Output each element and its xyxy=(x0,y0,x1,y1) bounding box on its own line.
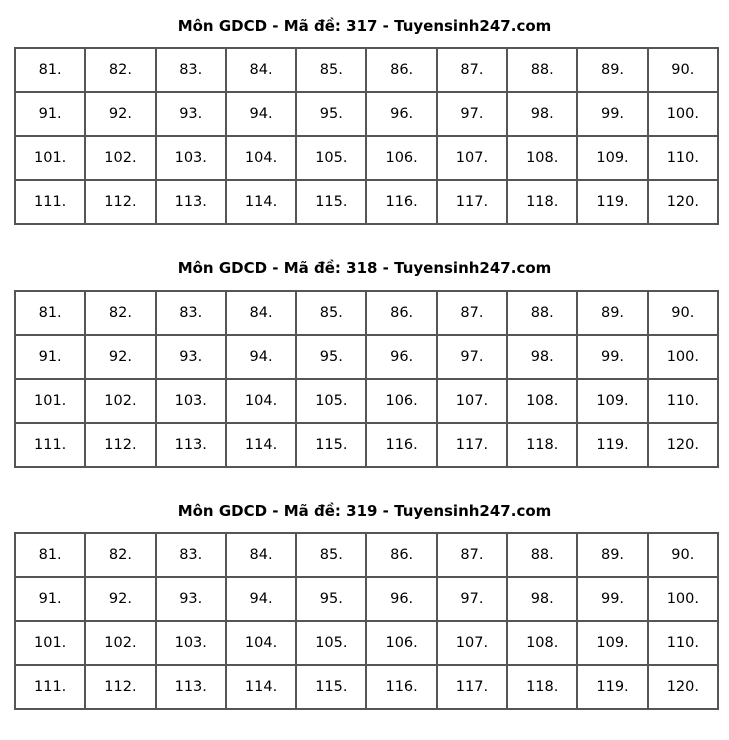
answer-cell: 88. xyxy=(507,291,577,335)
answer-cell: 103. xyxy=(156,379,226,423)
answer-cell: 90. xyxy=(648,291,718,335)
answer-cell: 93. xyxy=(156,92,226,136)
answer-cell: 87. xyxy=(437,291,507,335)
answer-cell: 101. xyxy=(15,136,85,180)
answer-cell: 94. xyxy=(226,577,296,621)
answer-cell: 110. xyxy=(648,379,718,423)
answer-cell: 97. xyxy=(437,92,507,136)
answer-cell: 115. xyxy=(296,180,366,224)
answer-cell: 101. xyxy=(15,379,85,423)
answer-cell: 109. xyxy=(577,621,647,665)
table-row xyxy=(15,291,718,335)
answer-cell: 95. xyxy=(296,577,366,621)
answer-cell: 94. xyxy=(226,92,296,136)
answer-cell: 112. xyxy=(85,180,155,224)
answer-cell: 96. xyxy=(366,92,436,136)
answer-cell: 119. xyxy=(577,423,647,467)
answer-table-318 xyxy=(14,290,719,468)
answer-cell: 86. xyxy=(366,291,436,335)
answer-cell: 95. xyxy=(296,92,366,136)
answer-cell: 89. xyxy=(577,533,647,577)
answer-cell: 102. xyxy=(85,621,155,665)
answer-cell: 83. xyxy=(156,291,226,335)
table-row xyxy=(15,577,718,621)
answer-cell: 87. xyxy=(437,48,507,92)
table-row xyxy=(15,180,718,224)
answer-cell: 86. xyxy=(366,48,436,92)
table-row xyxy=(15,533,718,577)
answer-cell: 81. xyxy=(15,48,85,92)
table-row xyxy=(15,665,718,709)
answer-cell: 92. xyxy=(85,335,155,379)
answer-cell: 98. xyxy=(507,92,577,136)
answer-cell: 107. xyxy=(437,621,507,665)
answer-cell: 92. xyxy=(85,577,155,621)
answer-cell: 89. xyxy=(577,291,647,335)
answer-cell: 103. xyxy=(156,136,226,180)
answer-cell: 105. xyxy=(296,136,366,180)
answer-cell: 91. xyxy=(15,335,85,379)
answer-cell: 99. xyxy=(577,577,647,621)
answer-cell: 114. xyxy=(226,665,296,709)
answer-cell: 91. xyxy=(15,92,85,136)
answer-cell: 114. xyxy=(226,423,296,467)
answer-cell: 89. xyxy=(577,48,647,92)
answer-cell: 120. xyxy=(648,423,718,467)
answer-cell: 120. xyxy=(648,665,718,709)
answer-cell: 90. xyxy=(648,48,718,92)
answer-table-317 xyxy=(14,47,719,225)
section-title-318: Môn GDCD - Mã đề: 318 - Tuyensinh247.com xyxy=(177,259,552,277)
answer-cell: 117. xyxy=(437,665,507,709)
answer-cell: 96. xyxy=(366,577,436,621)
answer-cell: 119. xyxy=(577,665,647,709)
table-row xyxy=(15,48,718,92)
answer-cell: 116. xyxy=(366,423,436,467)
answer-cell: 81. xyxy=(15,533,85,577)
section-title-319: Môn GDCD - Mã đề: 319 - Tuyensinh247.com xyxy=(177,502,552,520)
answer-cell: 101. xyxy=(15,621,85,665)
answer-cell: 104. xyxy=(226,136,296,180)
answer-cell: 116. xyxy=(366,665,436,709)
answer-cell: 120. xyxy=(648,180,718,224)
answer-cell: 106. xyxy=(366,379,436,423)
answer-cell: 108. xyxy=(507,136,577,180)
answer-cell: 105. xyxy=(296,621,366,665)
answer-cell: 102. xyxy=(85,136,155,180)
table-row xyxy=(15,92,718,136)
answer-cell: 85. xyxy=(296,48,366,92)
answer-cell: 111. xyxy=(15,423,85,467)
answer-cell: 100. xyxy=(648,335,718,379)
answer-cell: 104. xyxy=(226,379,296,423)
answer-cell: 100. xyxy=(648,92,718,136)
answer-cell: 98. xyxy=(507,335,577,379)
answer-cell: 117. xyxy=(437,423,507,467)
answer-cell: 106. xyxy=(366,136,436,180)
answer-cell: 113. xyxy=(156,180,226,224)
answer-cell: 110. xyxy=(648,621,718,665)
answer-cell: 97. xyxy=(437,335,507,379)
answer-cell: 119. xyxy=(577,180,647,224)
answer-cell: 83. xyxy=(156,533,226,577)
answer-cell: 84. xyxy=(226,533,296,577)
answer-cell: 82. xyxy=(85,48,155,92)
answer-cell: 96. xyxy=(366,335,436,379)
answer-cell: 93. xyxy=(156,335,226,379)
table-row xyxy=(15,335,718,379)
answer-cell: 104. xyxy=(226,621,296,665)
answer-cell: 118. xyxy=(507,665,577,709)
answer-cell: 99. xyxy=(577,335,647,379)
answer-table-319 xyxy=(14,532,719,710)
answer-cell: 115. xyxy=(296,423,366,467)
answer-cell: 108. xyxy=(507,379,577,423)
answer-cell: 86. xyxy=(366,533,436,577)
answer-cell: 102. xyxy=(85,379,155,423)
answer-cell: 99. xyxy=(577,92,647,136)
answer-cell: 93. xyxy=(156,577,226,621)
answer-cell: 108. xyxy=(507,621,577,665)
answer-cell: 84. xyxy=(226,291,296,335)
answer-cell: 94. xyxy=(226,335,296,379)
answer-cell: 88. xyxy=(507,48,577,92)
answer-cell: 82. xyxy=(85,533,155,577)
answer-cell: 112. xyxy=(85,423,155,467)
answer-cell: 117. xyxy=(437,180,507,224)
answer-cell: 100. xyxy=(648,577,718,621)
answer-cell: 92. xyxy=(85,92,155,136)
table-row xyxy=(15,423,718,467)
answer-cell: 114. xyxy=(226,180,296,224)
answer-cell: 107. xyxy=(437,379,507,423)
answer-cell: 118. xyxy=(507,423,577,467)
answer-cell: 113. xyxy=(156,423,226,467)
answer-cell: 81. xyxy=(15,291,85,335)
answer-cell: 116. xyxy=(366,180,436,224)
answer-cell: 106. xyxy=(366,621,436,665)
answer-cell: 111. xyxy=(15,665,85,709)
answer-cell: 111. xyxy=(15,180,85,224)
answer-cell: 105. xyxy=(296,379,366,423)
answer-cell: 107. xyxy=(437,136,507,180)
table-row xyxy=(15,379,718,423)
answer-cell: 109. xyxy=(577,379,647,423)
table-row xyxy=(15,136,718,180)
section-title-317: Môn GDCD - Mã đề: 317 - Tuyensinh247.com xyxy=(177,17,552,35)
answer-cell: 91. xyxy=(15,577,85,621)
answer-cell: 97. xyxy=(437,577,507,621)
answer-cell: 103. xyxy=(156,621,226,665)
answer-cell: 83. xyxy=(156,48,226,92)
answer-cell: 115. xyxy=(296,665,366,709)
answer-cell: 95. xyxy=(296,335,366,379)
answer-cell: 90. xyxy=(648,533,718,577)
answer-cell: 110. xyxy=(648,136,718,180)
answer-cell: 113. xyxy=(156,665,226,709)
answer-cell: 98. xyxy=(507,577,577,621)
answer-cell: 112. xyxy=(85,665,155,709)
answer-cell: 109. xyxy=(577,136,647,180)
answer-cell: 118. xyxy=(507,180,577,224)
table-row xyxy=(15,621,718,665)
answer-cell: 87. xyxy=(437,533,507,577)
answer-cell: 84. xyxy=(226,48,296,92)
answer-cell: 85. xyxy=(296,291,366,335)
answer-cell: 85. xyxy=(296,533,366,577)
answer-cell: 88. xyxy=(507,533,577,577)
answer-cell: 82. xyxy=(85,291,155,335)
